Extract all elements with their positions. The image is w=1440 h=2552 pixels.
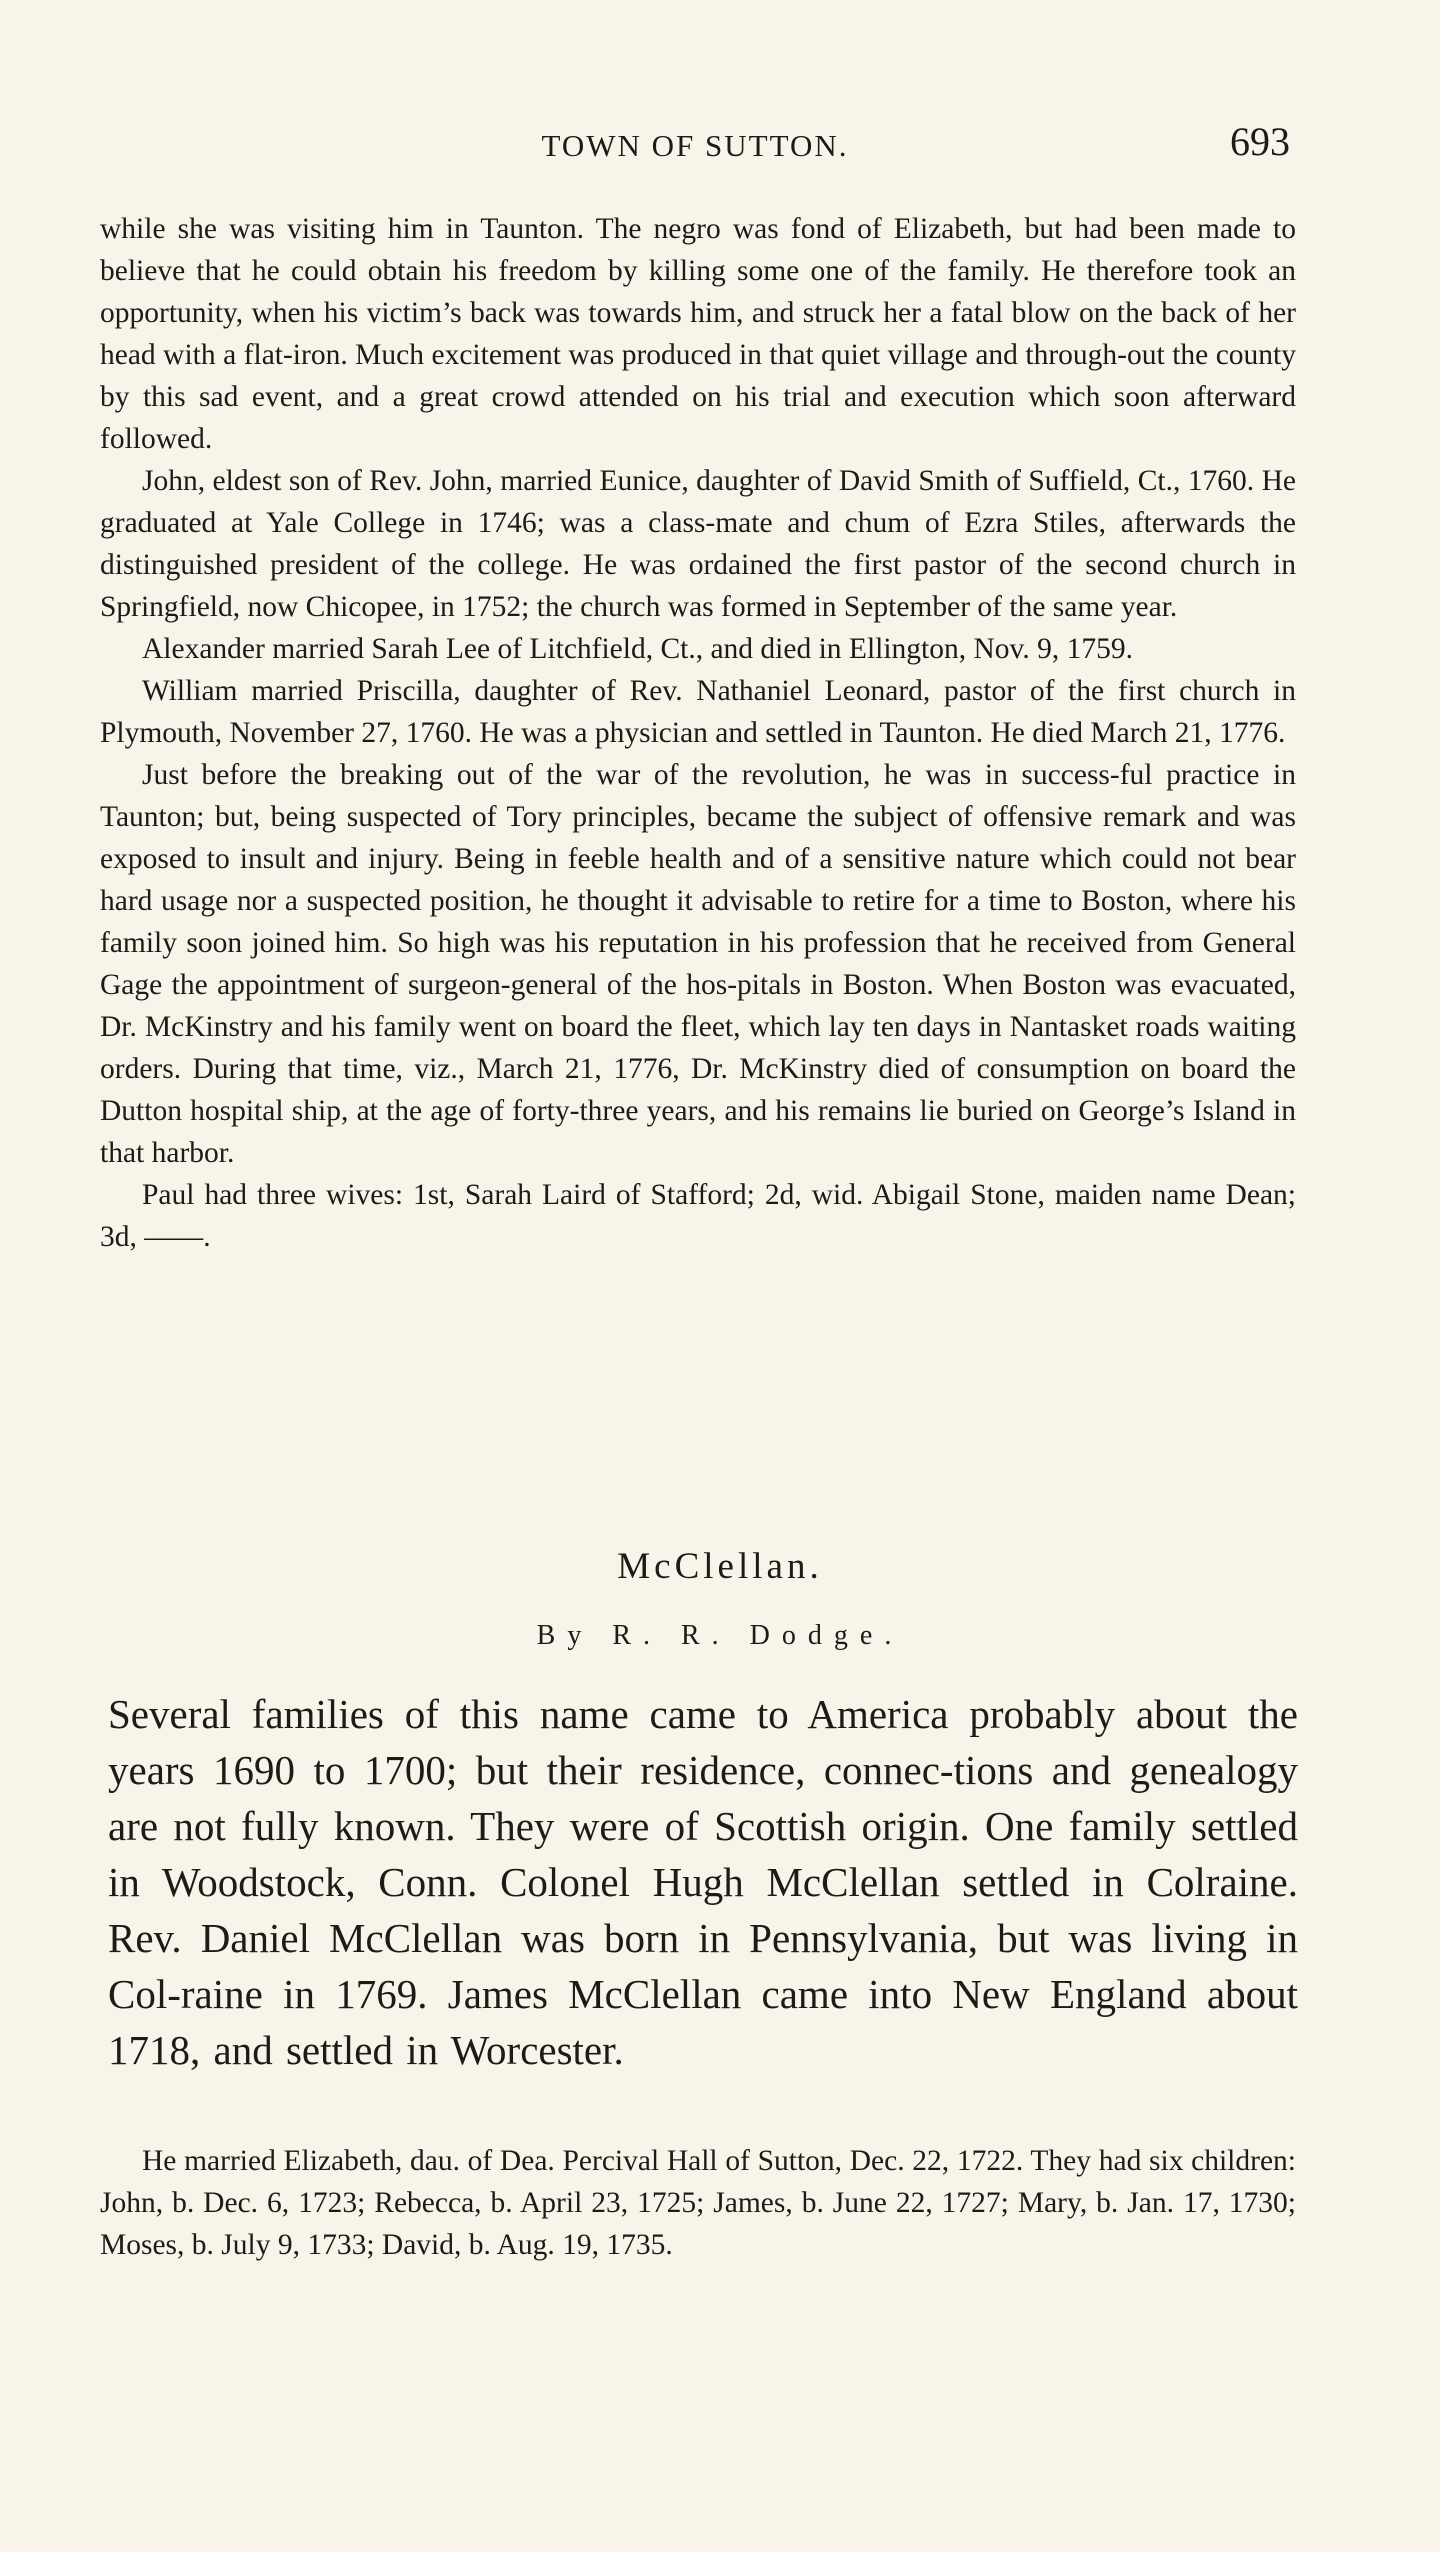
section-notes — [100, 2140, 1296, 2266]
body-text — [100, 208, 1296, 1258]
section-intro: Several families of this name came to America probably about the years 1690 to 1700; but their residence, connec-tions and genealogy are not fully known. They were of Scottish origin. One family settled in Woodstock, Conn. Colonel Hugh McClellan settled in Colraine. Rev. Daniel McClellan was born in Pennsylvania, but was living in Col-raine in 1769. James McClellan came into New England about 1718, and settled in Worcester. — [108, 1691, 1298, 2073]
paragraph-john: John, eldest son of Rev. John, married Eunice, daughter of David Smith of Suffield, Ct., 1760. He graduated at Yale College in 1746; was a class-mate and chum of Ezra Stiles, afterwards the distinguished president of the college. He was ordained the first pastor of the second church in Springfield, now Chicopee, in 1752; the church was formed in September of the same year. — [100, 465, 1296, 623]
paragraph-revolution: Just before the breaking out of the war of the revolution, he was in success-ful practice in Taunton; but, being suspected of Tory principles, became the subject of offensive remark and was exposed to insult and injury. Being in feeble health and of a sensitive nature which could not bear hard usage nor a suspected position, he thought it advisable to retire for a time to Boston, where his family soon joined him. So high was his reputation in his profession that he received from General Gage the appointment of surgeon-general of the hos-pitals in Boston. When Boston was evacuated, Dr. McKinstry and his family went on board the fleet, which lay ten days in Nantasket roads waiting orders. During that time, viz., March 21, 1776, Dr. McKinstry died of consumption on board the Dutton hospital ship, at the age of forty-three years, and his remains lie buried on George’s Island in that harbor. — [100, 759, 1296, 1169]
paragraph-paul: Paul had three wives: 1st, Sarah Laird of Stafford; 2d, wid. Abigail Stone, maiden name Dean; 3d, ——. — [100, 1179, 1296, 1253]
page-number: 693 — [1230, 119, 1290, 164]
section-byline: By R. R. Dodge. — [536, 1620, 904, 1651]
paragraph-alexander: Alexander married Sarah Lee of Litchfield, Ct., and died in Ellington, Nov. 9, 1759. — [142, 633, 1133, 665]
page-header — [100, 118, 1290, 168]
running-title: TOWN OF SUTTON. — [541, 128, 849, 163]
paragraph-negro-story: while she was visiting him in Taunton. The negro was fond of Elizabeth, but had been made to believe that he could obtain his freedom by killing some one of the family. He therefore took an opportunity, when his victim’s back was towards him, and struck her a fatal blow on the back of her head with a flat-iron. Much excitement was produced in that quiet village and through-out the county by this sad event, and a great crowd attended on his trial and execution which soon afterward followed. — [100, 213, 1296, 455]
paragraph-children: He married Elizabeth, dau. of Dea. Percival Hall of Sutton, Dec. 22, 1722. They had six children: John, b. Dec. 6, 1723; Rebecca, b. April 23, 1725; James, b. June 22, 1727; Mary, b. Jan. 17, 1730; Moses, b. July 9, 1733; David, b. Aug. 19, 1735. — [100, 2145, 1296, 2261]
paragraph-william: William married Priscilla, daughter of Rev. Nathaniel Leonard, pastor of the first church in Plymouth, November 27, 1760. He was a physician and settled in Taunton. He died March 21, 1776. — [100, 675, 1296, 749]
section-title: McClellan. — [617, 1546, 823, 1587]
